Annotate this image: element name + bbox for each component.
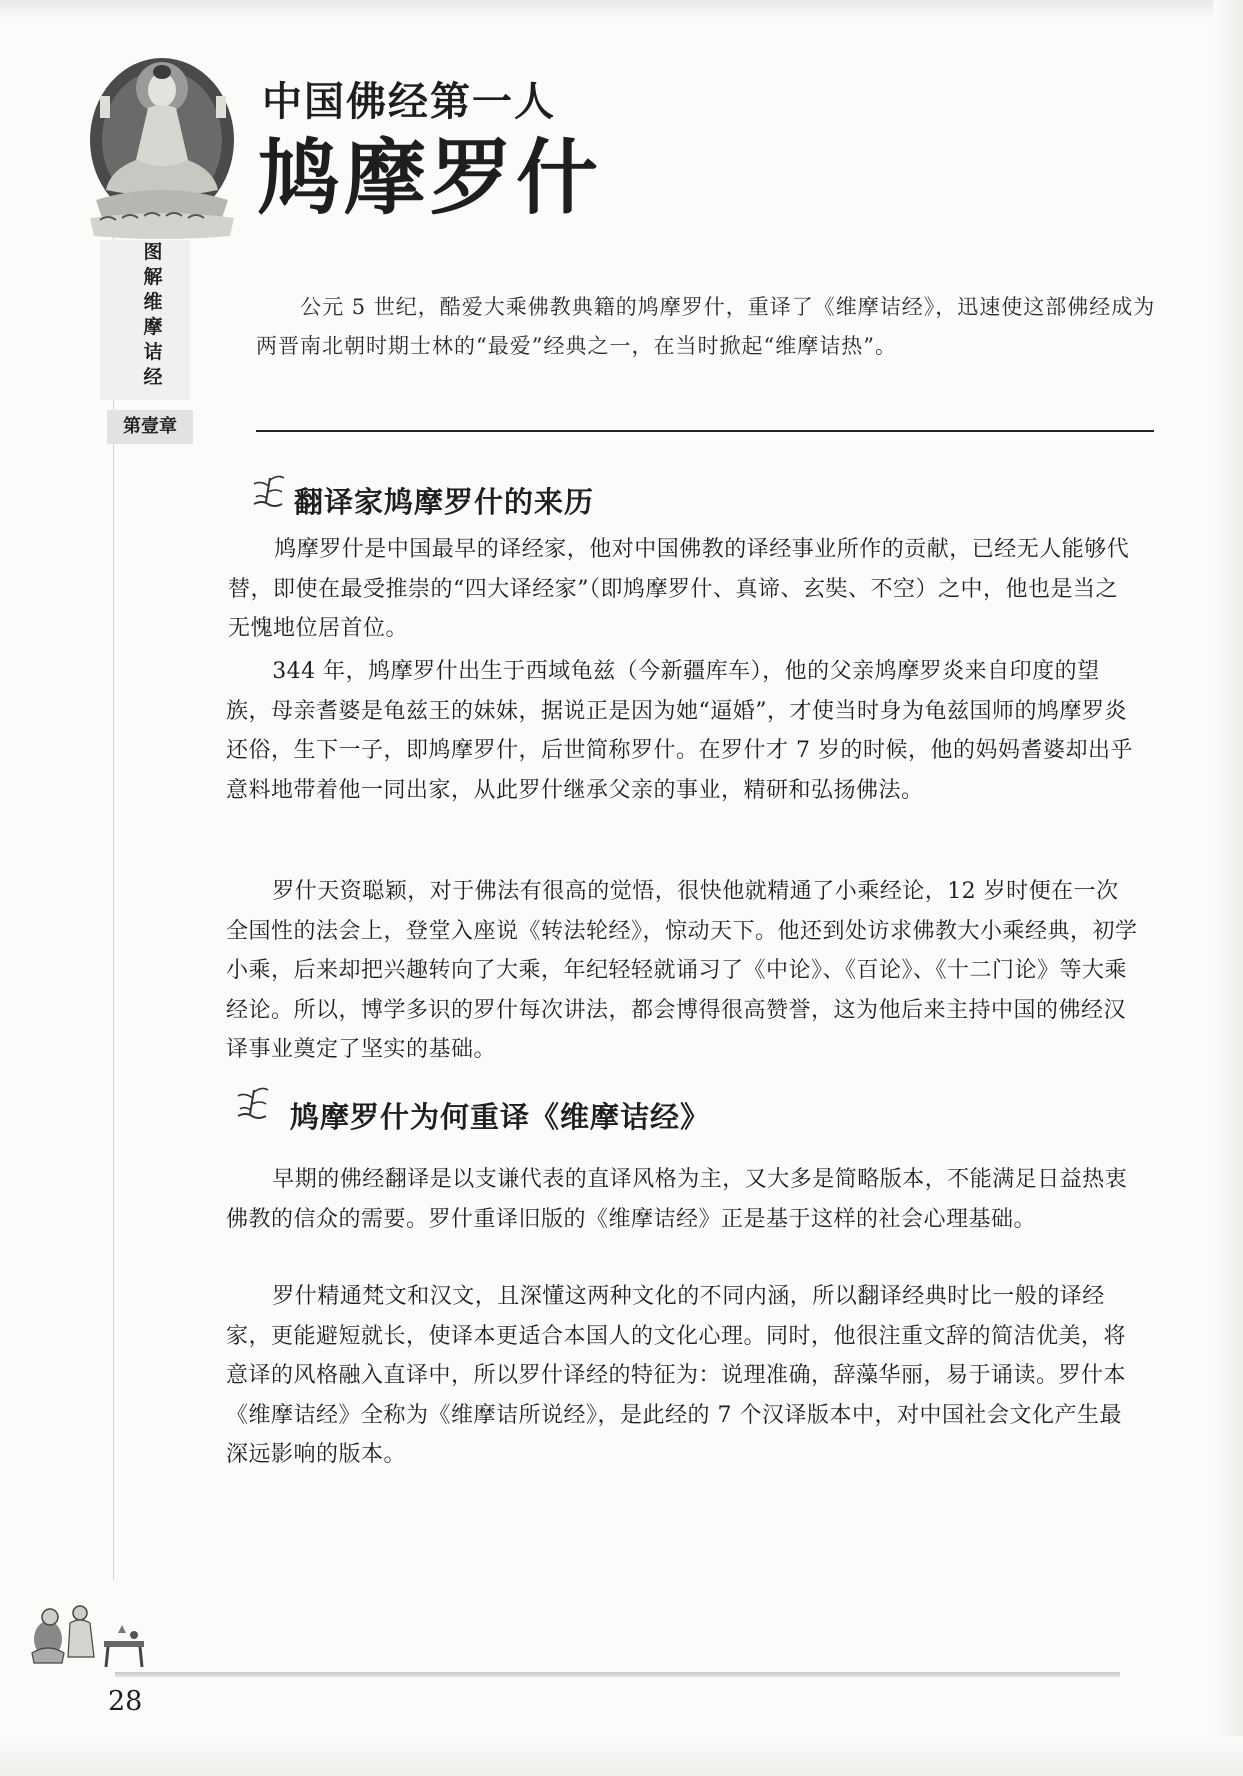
intro-divider — [256, 430, 1154, 432]
page-right-shadow — [1213, 0, 1243, 1776]
section-heading: 翻译家鸠摩罗什的来历 — [294, 485, 595, 519]
section-heading: 鸠摩罗什为何重译《维摩诘经》 — [290, 1100, 711, 1134]
chapter-label: 第壹章 — [107, 410, 193, 444]
page-number: 28 — [108, 1686, 143, 1717]
page-bottom-shadow — [0, 1736, 1243, 1776]
book-title-char: 解 — [143, 266, 163, 288]
book-title-char: 摩 — [143, 316, 163, 338]
book-title-char: 图 — [143, 241, 163, 263]
scholars-illustration — [18, 1583, 163, 1673]
page-title: 鸠摩罗什 — [258, 131, 603, 226]
bamboo-brush-icon — [232, 1082, 272, 1122]
body-paragraph: 344 年，鸠摩罗什出生于西域龟兹（今新疆库车），他的父亲鸠摩罗炎来自印度的望族，母亲耆婆是龟兹王的妹妹，据说正是因为她“逼婚”，才使当时身为龟兹国师的鸠摩罗炎还俗，生下一子，即鸠摩罗什，后世简称罗什。在罗什才 7 岁的时候，他的妈妈耆婆却出乎意料地带着他一同出家，从此罗什继承父亲的事业，精研和弘扬佛法。 — [226, 659, 1133, 803]
bamboo-brush-icon — [248, 470, 288, 510]
body-paragraph: 罗什精通梵文和汉文，且深懂这两种文化的不同内涵，所以翻译经典时比一般的译经家，更能避短就长，使译本更适合本国人的文化心理。同时，他很注重文辞的简洁优美，将意译的风格融入直译中，所以罗什译经的特征为：说理准确，辞藻华丽，易于诵读。罗什本《维摩诘经》全称为《维摩诘所说经》，是此经的 7 个汉译版本中，对中国社会文化产生最深远影响的版本。 — [226, 1284, 1127, 1467]
body-paragraph: 鸠摩罗什是中国最早的译经家，他对中国佛教的译经事业所作的贡献，已经无人能够代替，即使在最受推崇的“四大译经家”（即鸠摩罗什、真谛、玄奘、不空）之中，他也是当之无愧地位居首位。 — [228, 537, 1130, 641]
book-title-char: 经 — [143, 366, 163, 388]
footer-rule — [115, 1672, 1120, 1677]
intro-paragraph: 公元 5 世纪，酷爱大乘佛教典籍的鸠摩罗什，重译了《维摩诘经》，迅速使这部佛经成为两晋南北朝时期士林的“最爱”经典之一，在当时掀起“维摩诘热”。 — [256, 295, 1156, 358]
body-paragraph: 早期的佛经翻译是以支谦代表的直译风格为主，又大多是简略版本，不能满足日益热衷佛教的信众的需要。罗什重译旧版的《维摩诘经》正是基于这样的社会心理基础。 — [226, 1167, 1128, 1232]
page-subtitle: 中国佛经第一人 — [262, 79, 556, 125]
buddha-illustration — [70, 50, 240, 240]
book-title-char: 诘 — [143, 341, 163, 363]
body-paragraph: 罗什天资聪颖，对于佛法有很高的觉悟，很快他就精通了小乘经论，12 岁时便在一次全国性的法会上，登堂入座说《转法轮经》，惊动天下。他还到处访求佛教大小乘经典，初学小乘，后来却把兴趣转向了大乘，年纪轻轻就诵习了《中论》、《百论》、《十二门论》等大乘经论。所以，博学多识的罗什每次讲法，都会博得很高赞誉，这为他后来主持中国的佛经汉译事业奠定了坚实的基础。 — [226, 879, 1138, 1062]
page-top-edge — [0, 0, 1243, 20]
buddha-icon — [70, 50, 240, 240]
book-title-vertical — [140, 240, 166, 390]
book-title-char: 维 — [143, 291, 163, 313]
